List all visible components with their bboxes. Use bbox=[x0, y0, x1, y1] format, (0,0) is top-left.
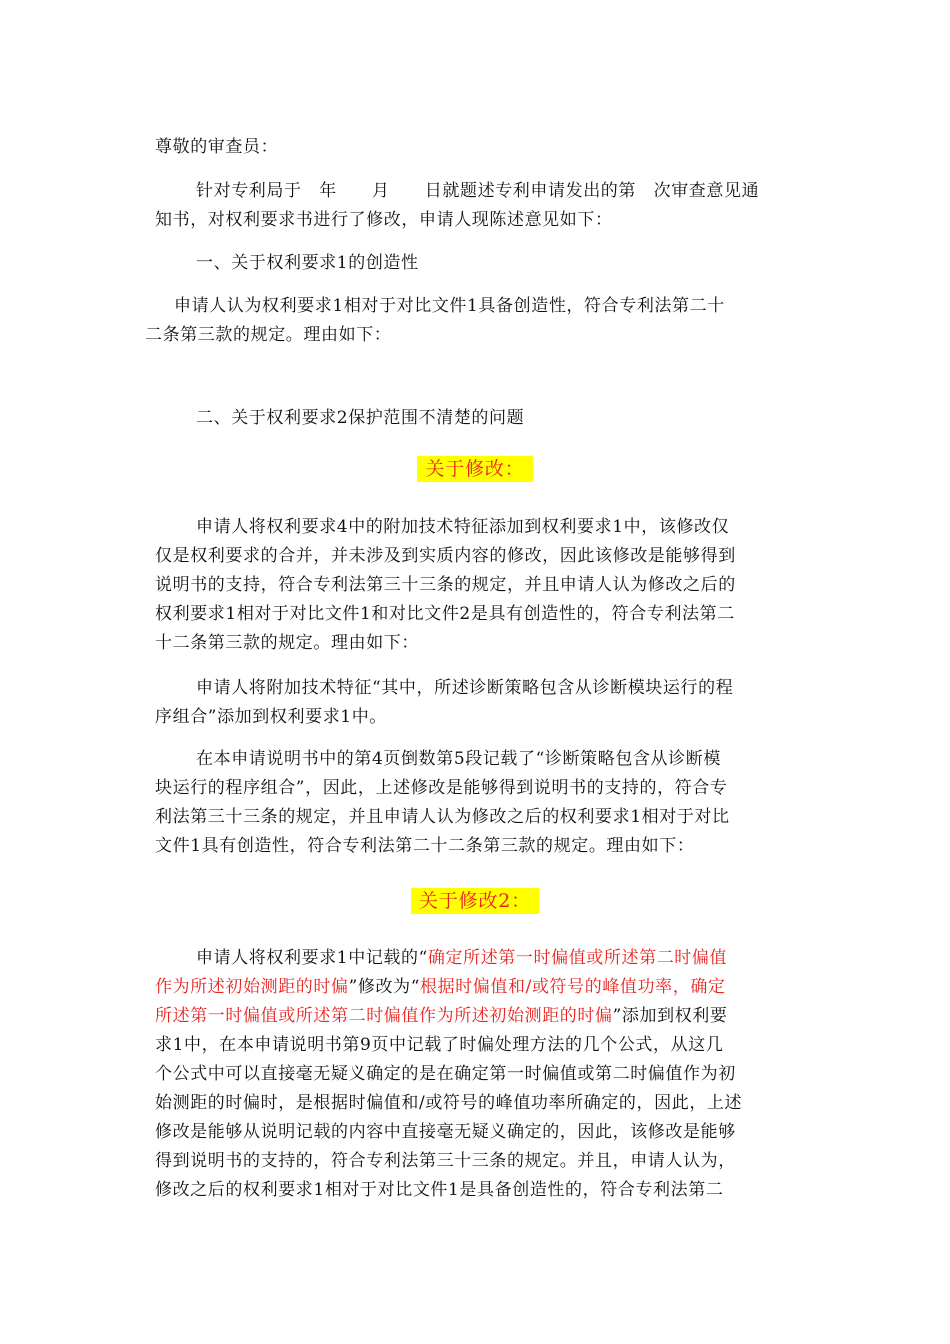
para4-line-8: 得到说明书的支持的，符合专利法第三十三条的规定。并且，申请人认为， bbox=[155, 1151, 736, 1171]
section1-line-1: 申请人认为权利要求1相对于对比文件1具备创造性，符合专利法第二十 bbox=[174, 296, 725, 316]
para3-line-4: 文件1具有创造性，符合专利法第二十二条第三款的规定。理由如下： bbox=[155, 836, 695, 856]
section1-title: 一、关于权利要求1的创造性 bbox=[196, 253, 419, 273]
intro-line-1: 针对专利局于 年 月 日就题述专利申请发出的第 次审查意见通 bbox=[196, 181, 760, 201]
para4-line-2-plain: ”修改为“ bbox=[348, 977, 420, 997]
para4-line-2 bbox=[155, 976, 726, 998]
section2-title: 二、关于权利要求2保护范围不清楚的问题 bbox=[196, 408, 525, 428]
para1-line-2: 仅是权利要求的合并，并未涉及到实质内容的修改，因此该修改是能够得到 bbox=[155, 546, 736, 566]
para4-line-4: 求1中，在本申请说明书第9页中记载了时偏处理方法的几个公式，从这几 bbox=[155, 1035, 724, 1055]
para4-line-6: 始测距的时偏时，是根据时偏值和/或符号的峰值功率所确定的，因此，上述 bbox=[155, 1093, 743, 1113]
para2-line-1: 申请人将附加技术特征“其中，所述诊断策略包含从诊断模块运行的程 bbox=[196, 678, 734, 698]
para4-line-1-plain: 申请人将权利要求1中记载的“ bbox=[196, 948, 428, 968]
para4-line-2-red-b: 根据时偏值和/或符号的峰值功率，确定 bbox=[420, 977, 726, 997]
para1-line-4: 权利要求1相对于对比文件1和对比文件2是具有创造性的，符合专利法第二 bbox=[155, 604, 735, 624]
para4-line-7: 修改是能够从说明记载的内容中直接毫无疑义确定的，因此，该修改是能够 bbox=[155, 1122, 736, 1142]
heading-amendment-1 bbox=[0, 456, 950, 482]
para1-line-1: 申请人将权利要求4中的附加技术特征添加到权利要求1中，该修改仅 bbox=[196, 517, 730, 537]
para4-line-3 bbox=[155, 1005, 728, 1027]
heading-amendment-1-text: 关于修改： bbox=[417, 456, 532, 482]
intro-line-2: 知书，对权利要求书进行了修改，申请人现陈述意见如下： bbox=[155, 210, 613, 230]
heading-amendment-2-text: 关于修改2： bbox=[411, 888, 539, 914]
salutation: 尊敬的审查员： bbox=[155, 137, 279, 157]
para4-line-1 bbox=[196, 947, 727, 969]
para4-line-2-red-a: 作为所述初始测距的时偏 bbox=[155, 977, 349, 997]
para1-line-5: 十二条第三款的规定。理由如下： bbox=[155, 633, 419, 653]
para4-line-3-plain: ”添加到权利要 bbox=[612, 1006, 728, 1026]
para1-line-3: 说明书的支持，符合专利法第三十三条的规定，并且申请人认为修改之后的 bbox=[155, 575, 736, 595]
para3-line-3: 利法第三十三条的规定，并且申请人认为修改之后的权利要求1相对于对比 bbox=[155, 807, 730, 827]
para4-line-5: 个公式中可以直接毫无疑义确定的是在确定第一时偏值或第二时偏值作为初 bbox=[155, 1064, 736, 1084]
para3-line-1: 在本申请说明书中的第4页倒数第5段记载了“诊断策略包含从诊断模 bbox=[196, 749, 721, 769]
para2-line-2: 序组合”添加到权利要求1中。 bbox=[155, 707, 387, 727]
para4-line-9: 修改之后的权利要求1相对于对比文件1是具备创造性的，符合专利法第二 bbox=[155, 1180, 724, 1200]
para3-line-2: 块运行的程序组合”，因此，上述修改是能够得到说明书的支持的，符合专 bbox=[155, 778, 728, 798]
heading-amendment-2 bbox=[0, 888, 950, 914]
para4-line-1-red: 确定所述第一时偏值或所述第二时偏值 bbox=[427, 948, 728, 968]
para4-line-3-red: 所述第一时偏值或所述第二时偏值作为所述初始测距的时偏 bbox=[155, 1006, 613, 1026]
section1-line-2: 二条第三款的规定。理由如下： bbox=[145, 325, 392, 345]
